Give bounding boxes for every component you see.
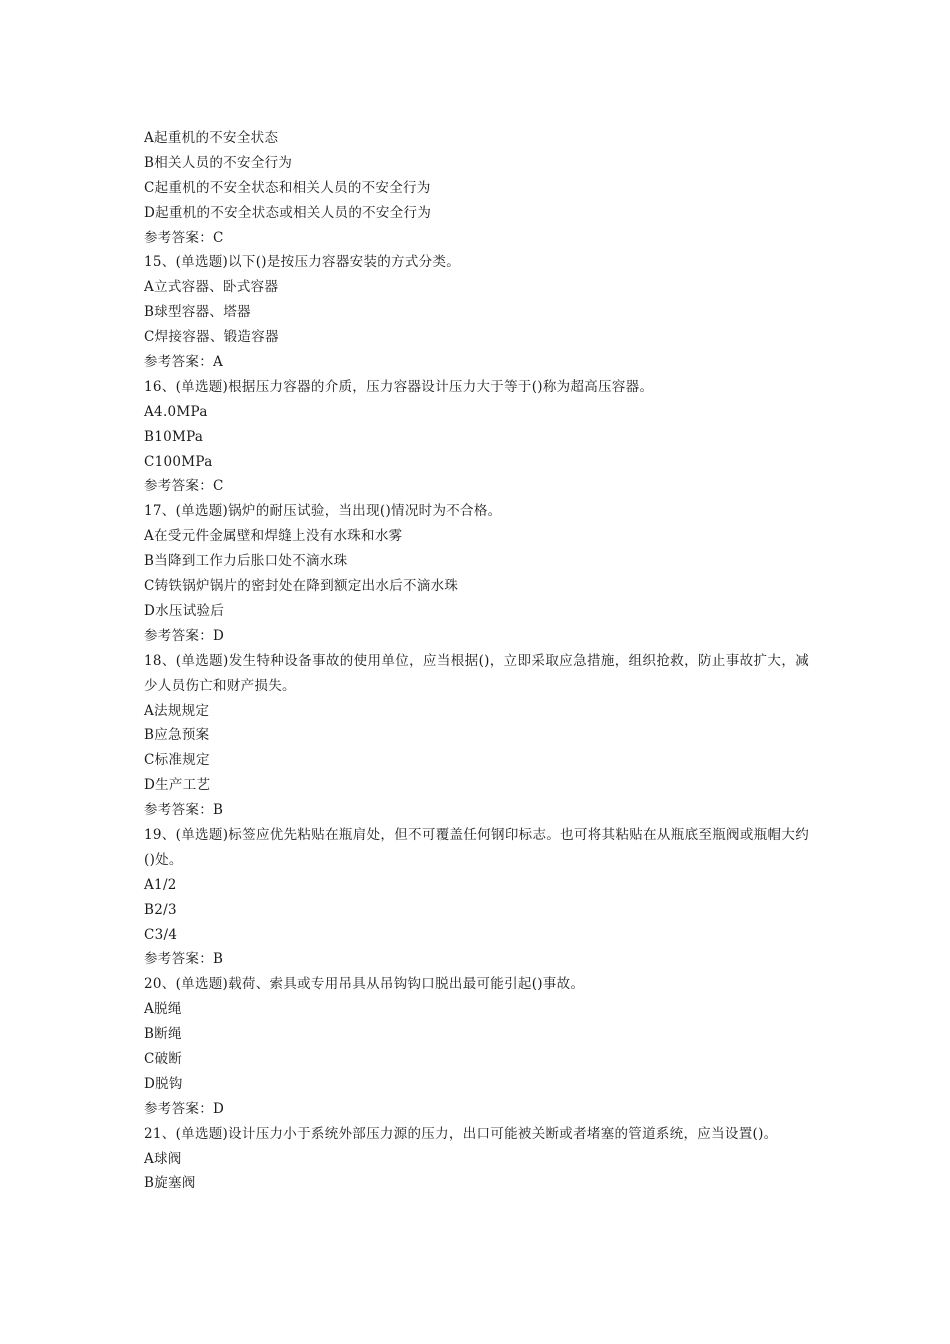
option-line: A起重机的不安全状态 xyxy=(144,130,279,146)
answer-line: 参考答案：D xyxy=(144,627,225,644)
option-line: D生产工艺 xyxy=(144,777,211,794)
question-line: 20、(单选题)载荷、索具或专用吊具从吊钩钩口脱出最可能引起()事故。 xyxy=(144,976,585,993)
option-line: D脱钩 xyxy=(144,1075,183,1092)
question-line: 21、(单选题)设计压力小于系统外部压力源的压力，出口可能被关断或者堵塞的管道系统，应当设置()。 xyxy=(144,1125,778,1142)
option-line: C100MPa xyxy=(144,453,213,470)
option-line: C焊接容器、锻造容器 xyxy=(144,329,279,346)
option-line: C标准规定 xyxy=(144,752,210,769)
option-line: A1/2 xyxy=(144,876,177,893)
option-line: B应急预案 xyxy=(144,727,210,744)
option-line: B旋塞阀 xyxy=(144,1175,196,1192)
answer-line: 参考答案：C xyxy=(144,478,224,495)
option-line: C破断 xyxy=(144,1051,183,1068)
option-line: A脱绳 xyxy=(144,1001,182,1018)
option-line: C起重机的不安全状态和相关人员的不安全行为 xyxy=(144,179,431,196)
answer-line: 参考答案：B xyxy=(144,802,224,819)
option-line: B当降到工作力后胀口处不滴水珠 xyxy=(144,553,348,570)
option-line: A法规规定 xyxy=(144,702,210,719)
answer-line: 参考答案：A xyxy=(144,354,224,371)
option-line: B2/3 xyxy=(144,901,177,918)
answer-line: 参考答案：C xyxy=(144,229,224,246)
option-line: A立式容器、卧式容器 xyxy=(144,279,279,296)
answer-line: 参考答案：D xyxy=(144,1100,225,1117)
option-line: D起重机的不安全状态或相关人员的不安全行为 xyxy=(144,204,432,221)
option-line: B10MPa xyxy=(144,428,204,445)
option-line: A球阀 xyxy=(144,1150,182,1167)
answer-line: 参考答案：B xyxy=(144,951,224,968)
question-line: 18、(单选题)发生特种设备事故的使用单位，应当根据()，立即采取应急措施，组织抢救，防止事故扩大，减少人员伤亡和财产损失。 xyxy=(144,652,809,694)
question-line: 19、(单选题)标签应优先粘贴在瓶肩处，但不可覆盖任何钢印标志。也可将其粘贴在从瓶底至瓶阀或瓶帽大约()处。 xyxy=(144,826,809,868)
question-line: 16、(单选题)根据压力容器的介质，压力容器设计压力大于等于()称为超高压容器。 xyxy=(144,378,654,395)
option-line: A4.0MPa xyxy=(144,403,208,420)
question-line: 15、(单选题)以下()是按压力容器安装的方式分类。 xyxy=(144,254,461,271)
option-line: D水压试验后 xyxy=(144,602,225,619)
document-page xyxy=(144,126,809,1196)
option-line: B球型容器、塔器 xyxy=(144,304,251,321)
option-line: B断绳 xyxy=(144,1026,182,1043)
option-line: C3/4 xyxy=(144,926,178,943)
question-line: 17、(单选题)锅炉的耐压试验，当出现()情况时为不合格。 xyxy=(144,503,502,520)
option-line: B相关人员的不安全行为 xyxy=(144,154,293,171)
option-line: A在受元件金属壁和焊缝上没有水珠和水雾 xyxy=(144,528,403,545)
option-line: C铸铁锅炉锅片的密封处在降到额定出水后不滴水珠 xyxy=(144,578,459,595)
